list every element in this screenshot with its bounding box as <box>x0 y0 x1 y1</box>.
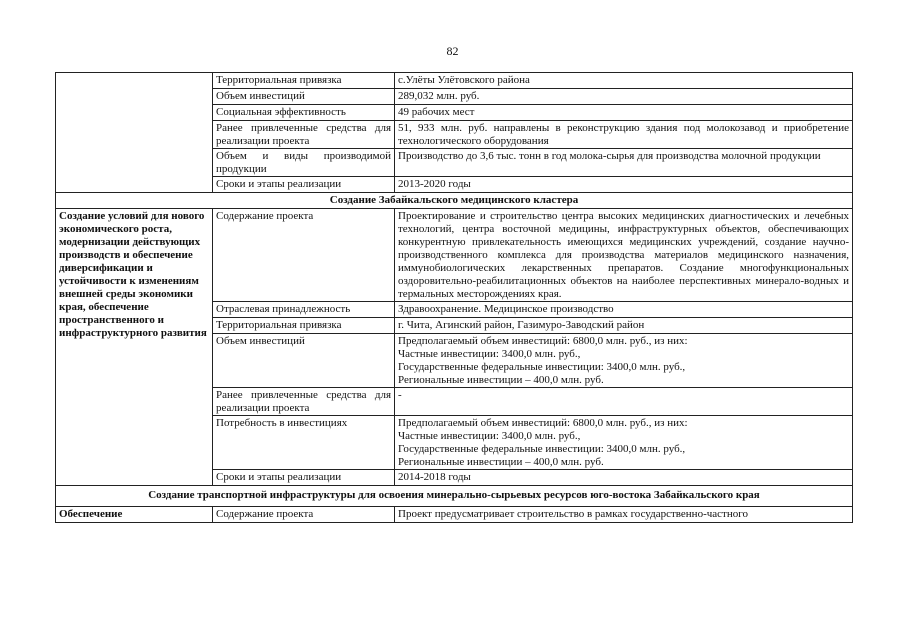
row-label: Содержание проекта <box>213 209 395 302</box>
row-label: Объем инвестиций <box>213 334 395 388</box>
section-title: Создание транспортной инфраструктуры для освоения минерально-сырьевых ресурсов юго-востока Забайкальского края <box>56 486 853 507</box>
row-value: 2013-2020 годы <box>395 177 853 193</box>
section-header-row <box>56 486 853 507</box>
row-label: Сроки и этапы реализации <box>213 470 395 486</box>
row-label: Потребность в инвестициях <box>213 416 395 470</box>
row-label: Территориальная привязка <box>213 73 395 89</box>
row-label: Содержание проекта <box>213 507 395 523</box>
row-value: 289,032 млн. руб. <box>395 89 853 105</box>
value-line: Региональные инвестиции – 400,0 млн. руб. <box>398 456 604 468</box>
row-label: Территориальная привязка <box>213 318 395 334</box>
row-value: - <box>395 388 853 416</box>
page-number: 82 <box>446 44 459 58</box>
value-line: Частные инвестиции: 3400,0 млн. руб., <box>398 430 581 442</box>
table-row <box>56 209 853 302</box>
row-value: Здравоохранение. Медицинское производство <box>395 302 853 318</box>
value-line: Частные инвестиции: 3400,0 млн. руб., <box>398 348 581 360</box>
row-label: Социальная эффективность <box>213 105 395 121</box>
row-value <box>395 334 853 388</box>
row-value: 2014-2018 годы <box>395 470 853 486</box>
row-value: 49 рабочих мест <box>395 105 853 121</box>
value-line: Региональные инвестиции – 400,0 млн. руб. <box>398 374 604 386</box>
project-table <box>55 72 853 523</box>
row-label: Ранее привлеченные средства для реализации проекта <box>213 388 395 416</box>
section-title: Создание Забайкальского медицинского кластера <box>56 193 853 209</box>
value-line: Предполагаемый объем инвестиций: 6800,0 млн. руб., из них: <box>398 417 688 429</box>
row-value: 51, 933 млн. руб. направлены в реконструкцию здания под молокозавод и приобретение технологического оборудования <box>395 121 853 149</box>
row-label: Объем инвестиций <box>213 89 395 105</box>
row-label: Объем и виды производимой продукции <box>213 149 395 177</box>
row-value: Проектирование и строительство центра высоких медицинских диагностических и лечебных технологий, центра восточной медицины, инфраструктурных объектов, обеспечивающих конкурентную привлекательность имеющихся медицинских учреждений, создание научно-производственного комплекса для производства материалов медицинского назначения, иммунобиологических лекарственных препаратов. Создание многофункциональных оздоровительно-реабилитационных объектов на наиболее перспективных минерало-водных и термальных месторождениях края. <box>395 209 853 302</box>
row-value: Производство до 3,6 тыс. тонн в год молока-сырья для производства молочной продукции <box>395 149 853 177</box>
goal-cell: Создание условий для нового экономического роста, модернизации действующих производств и обеспечение диверсификации и устойчивости к изменениям внешней среды экономики края, обеспечение пространственного и инфраструктурного развития <box>56 209 213 486</box>
row-value: г. Чита, Агинский район, Газимуро-Заводский район <box>395 318 853 334</box>
value-line: Предполагаемый объем инвестиций: 6800,0 млн. руб., из них: <box>398 335 688 347</box>
goal-cell: Обеспечение <box>56 507 213 523</box>
row-label: Сроки и этапы реализации <box>213 177 395 193</box>
row-label: Отраслевая принадлежность <box>213 302 395 318</box>
table-row <box>56 73 853 89</box>
value-line: Государственные федеральные инвестиции: 3400,0 млн. руб., <box>398 361 686 373</box>
section-header-row <box>56 193 853 209</box>
value-line: Государственные федеральные инвестиции: 3400,0 млн. руб., <box>398 443 686 455</box>
goal-cell-empty <box>56 73 213 193</box>
row-value <box>395 416 853 470</box>
table-row <box>56 507 853 523</box>
row-value: Проект предусматривает строительство в рамках государственно-частного <box>395 507 853 523</box>
row-value: с.Улёты Улётовского района <box>395 73 853 89</box>
row-label: Ранее привлеченные средства для реализации проекта <box>213 121 395 149</box>
